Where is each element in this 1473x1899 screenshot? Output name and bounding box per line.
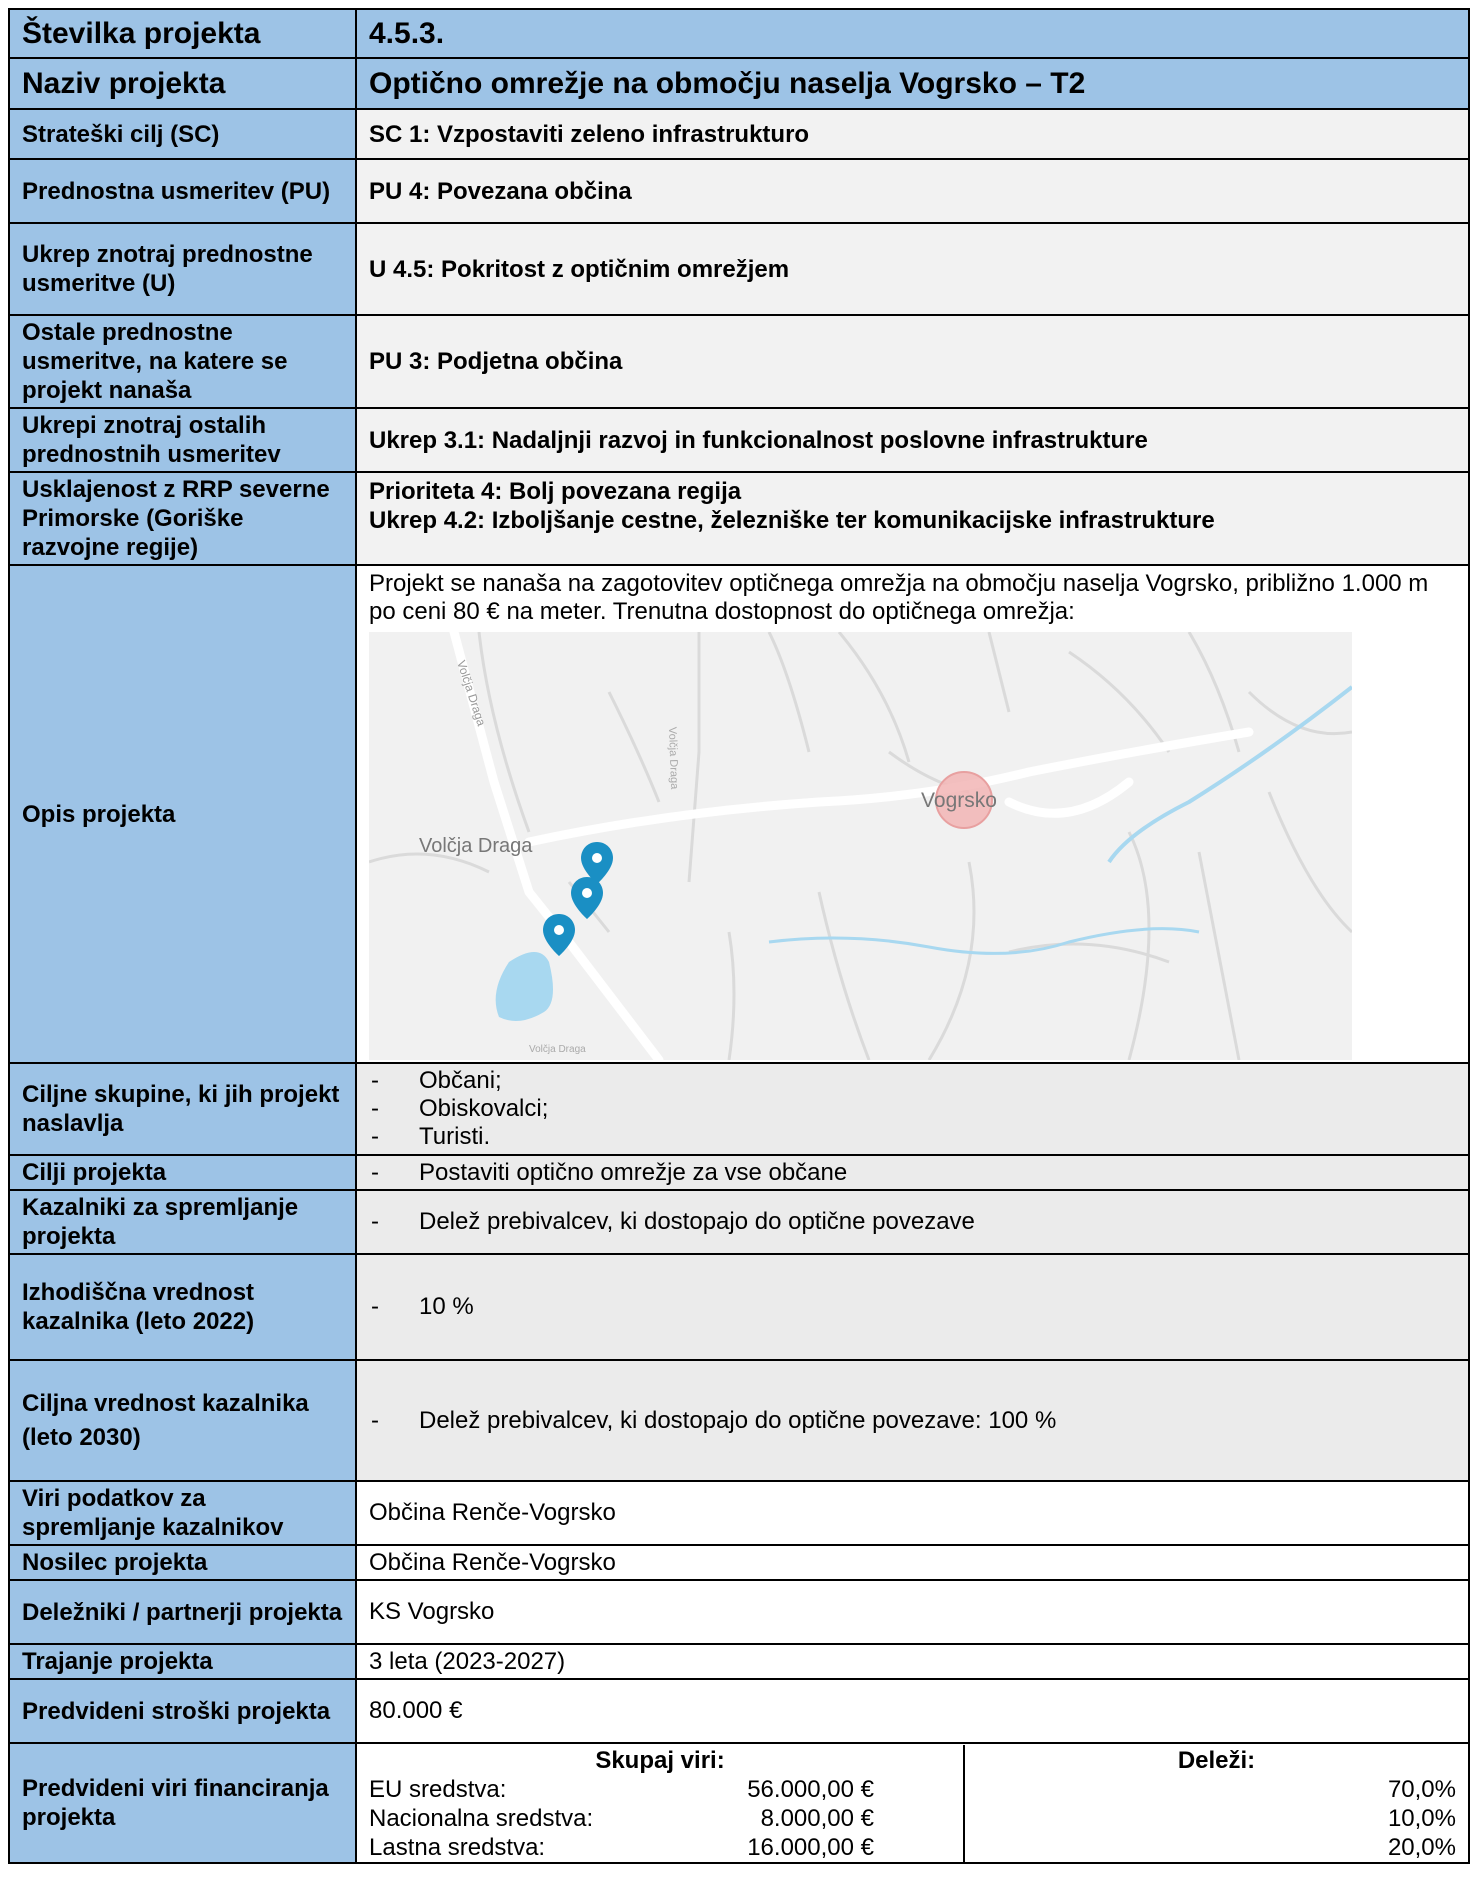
financing-shares xyxy=(965,1745,1468,1862)
rrp-measure: Ukrep 4.2: Izboljšanje cestne, železniške ter komunikacijske infrastrukture xyxy=(369,507,1215,534)
label-ciljna-year: (leto 2030) xyxy=(22,1424,141,1451)
value-ostale: PU 3: Podjetna občina xyxy=(356,315,1469,408)
label-financiranje: Predvideni viri financiranja projekta xyxy=(9,1743,356,1863)
list-item: - 10 % xyxy=(369,1293,1456,1321)
label-viri-podatkov: Viri podatkov za spremljanje kazalnikov xyxy=(9,1481,356,1545)
label-nosilec: Nosilec projekta xyxy=(9,1545,356,1580)
row-stroski xyxy=(9,1679,1469,1743)
opis-text: Projekt se nanaša na zagotovitev optičnega omrežja na območju naselja Vogrsko, približno 1.000 m po ceni 80 € na meter. Trenutna dostopnost do optičnega omrežja: xyxy=(369,570,1429,625)
project-table xyxy=(8,8,1470,1864)
map-road-label-3: Volčja Draga xyxy=(529,1044,586,1055)
financing-sources xyxy=(357,1745,965,1862)
value-kazalniki xyxy=(356,1190,1469,1254)
source-share: 20,0% xyxy=(1387,1833,1456,1861)
financing-row xyxy=(369,1833,951,1862)
row-ostale xyxy=(9,315,1469,408)
source-amount: 16.000,00 € xyxy=(747,1833,874,1861)
value-naziv: Optično omrežje na območju naselja Vogrsko – T2 xyxy=(356,58,1469,109)
financing-row xyxy=(369,1804,951,1833)
source-share: 10,0% xyxy=(1387,1804,1456,1832)
label-naziv: Naziv projekta xyxy=(9,58,356,109)
row-ukrep xyxy=(9,223,1469,315)
row-nosilec xyxy=(9,1545,1469,1580)
row-ciljna xyxy=(9,1360,1469,1481)
financing-grid xyxy=(357,1745,1468,1862)
financing-row xyxy=(369,1775,951,1804)
label-trajanje: Trajanje projekta xyxy=(9,1644,356,1679)
list-item: - Postaviti optično omrežje za vse občane xyxy=(369,1159,1456,1187)
label-rrp: Usklajenost z RRP severne Primorske (Goriške razvojne regije) xyxy=(9,472,356,565)
label-kazalniki: Kazalniki za spremljanje projekta xyxy=(9,1190,356,1254)
value-pu: PU 4: Povezana občina xyxy=(356,159,1469,223)
row-kazalniki xyxy=(9,1190,1469,1254)
label-izhodiscna: Izhodiščna vrednost kazalnika (leto 2022) xyxy=(9,1254,356,1360)
value-opis xyxy=(356,565,1469,1063)
label-ciljna xyxy=(9,1360,356,1481)
source-amount: 8.000,00 € xyxy=(760,1804,874,1832)
label-ciljna-main: Ciljna vrednost kazalnika xyxy=(22,1390,309,1417)
value-ukrepi-ostalih: Ukrep 3.1: Nadaljnji razvoj in funkcionalnost poslovne infrastrukture xyxy=(356,408,1469,472)
list-item: - Občani; xyxy=(369,1067,1456,1095)
value-stevilka: 4.5.3. xyxy=(356,9,1469,58)
value-financiranje xyxy=(356,1743,1469,1863)
financing-shares-header: Deleži: xyxy=(1177,1746,1256,1774)
source-name: Lastna sredstva: xyxy=(369,1833,546,1861)
label-stroski: Predvideni stroški projekta xyxy=(9,1679,356,1743)
value-nosilec: Občina Renče-Vogrsko xyxy=(356,1545,1469,1580)
source-name: EU sredstva: xyxy=(369,1775,507,1803)
label-pu: Prednostna usmeritev (PU) xyxy=(9,159,356,223)
row-rrp xyxy=(9,472,1469,565)
label-stevilka: Številka projekta xyxy=(9,9,356,58)
row-pu xyxy=(9,159,1469,223)
label-ukrep: Ukrep znotraj prednostne usmeritve (U) xyxy=(9,223,356,315)
list-item: - Obiskovalci; xyxy=(369,1095,1456,1123)
map-road-label-2: Volčja Draga xyxy=(666,726,681,790)
row-cilji xyxy=(9,1155,1469,1190)
row-ukrepi-ostalih xyxy=(9,408,1469,472)
row-naziv xyxy=(9,58,1469,109)
value-ciljne xyxy=(356,1063,1469,1155)
value-ukrep: U 4.5: Pokritost z optičnim omrežjem xyxy=(356,223,1469,315)
value-rrp xyxy=(356,472,1469,565)
label-cilji: Cilji projekta xyxy=(9,1155,356,1190)
value-cilji xyxy=(356,1155,1469,1190)
label-opis: Opis projekta xyxy=(9,565,356,1063)
row-delezniki xyxy=(9,1580,1469,1644)
value-stroski: 80.000 € xyxy=(356,1679,1469,1743)
row-stevilka xyxy=(9,9,1469,58)
label-ukrepi-ostalih: Ukrepi znotraj ostalih prednostnih usmeritev xyxy=(9,408,356,472)
row-viri-podatkov xyxy=(9,1481,1469,1545)
label-ostale: Ostale prednostne usmeritve, na katere se projekt nanaša xyxy=(9,315,356,408)
value-ciljna xyxy=(356,1360,1469,1481)
source-name: Nacionalna sredstva: xyxy=(369,1804,594,1832)
source-share: 70,0% xyxy=(1387,1775,1456,1803)
row-sc xyxy=(9,109,1469,159)
financing-total-header: Skupaj viri: xyxy=(595,1746,725,1774)
label-sc: Strateški cilj (SC) xyxy=(9,109,356,159)
list-item: - Delež prebivalcev, ki dostopajo do optične povezave: 100 % xyxy=(369,1407,1456,1435)
row-ciljne xyxy=(9,1063,1469,1155)
value-sc: SC 1: Vzpostaviti zeleno infrastrukturo xyxy=(356,109,1469,159)
list-item: - Turisti. xyxy=(369,1123,1456,1151)
row-opis xyxy=(9,565,1469,1063)
label-ciljne: Ciljne skupine, ki jih projekt naslavlja xyxy=(9,1063,356,1155)
row-financiranje xyxy=(9,1743,1469,1863)
label-delezniki: Deležniki / partnerji projekta xyxy=(9,1580,356,1644)
list-item: - Delež prebivalcev, ki dostopajo do optične povezave xyxy=(369,1208,1456,1236)
map-road-label-1: Volčja Draga xyxy=(454,658,489,728)
map-label-vogrsko: Vogrsko xyxy=(921,789,997,812)
fiber-coverage-map xyxy=(369,632,1352,1060)
value-delezniki: KS Vogrsko xyxy=(356,1580,1469,1644)
source-amount: 56.000,00 € xyxy=(747,1775,874,1803)
value-izhodiscna xyxy=(356,1254,1469,1360)
value-trajanje: 3 leta (2023-2027) xyxy=(356,1644,1469,1679)
rrp-priority: Prioriteta 4: Bolj povezana regija xyxy=(369,478,742,505)
map-svg xyxy=(369,632,1352,1060)
map-label-volcja-draga: Volčja Draga xyxy=(419,835,533,857)
value-viri-podatkov: Občina Renče-Vogrsko xyxy=(356,1481,1469,1545)
row-trajanje xyxy=(9,1644,1469,1679)
row-izhodiscna xyxy=(9,1254,1469,1360)
